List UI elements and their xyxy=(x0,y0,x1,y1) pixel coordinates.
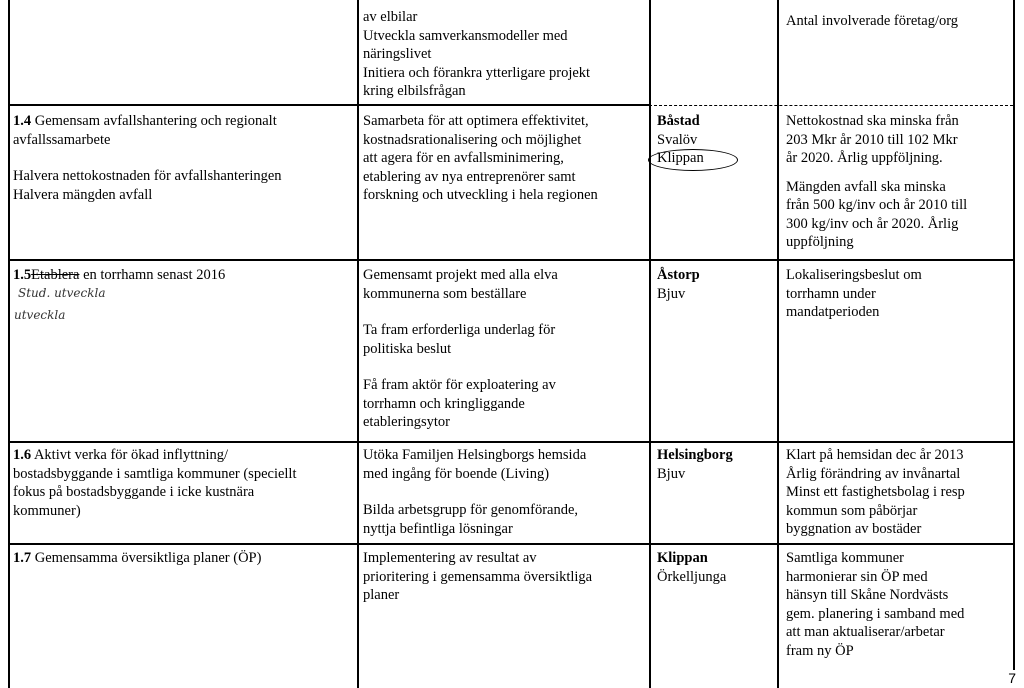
row-1-6-responsible: Helsingborg Bjuv xyxy=(657,447,733,482)
row-1-6-goal: 1.6 Aktivt verka för ökad inflyttning/ bostadsbyggande i samtliga kommuner (speciellt fokus på bostadsbyggande i icke kustnära kommuner) xyxy=(13,447,297,519)
handwritten-circle-mark xyxy=(648,149,738,171)
row-1-7-actions: Implementering av resultat av prioritering i gemensamma översiktliga planer xyxy=(363,550,593,603)
row-divider-2 xyxy=(8,259,1013,261)
row-1-4-actions: Samarbeta för att optimera effektivitet, kostnadsrationalisering och möjlighet att agera för en avfallsminimering, etablering av nya entreprenörer samt forskning och utveckling i hela regionen xyxy=(363,113,598,203)
row-1-5-indicator: Lokaliseringsbeslut om torrhamn under mandatperioden xyxy=(786,267,922,320)
row-divider-1c xyxy=(649,105,1013,106)
table-border-right xyxy=(1013,0,1015,670)
row-1-5-actions: Gemensamt projekt med alla elva kommunerna som beställare Ta fram erforderliga underlag för politiska beslut Få fram aktör för exploatering av torrhamn och kringliggande etableringsytor xyxy=(363,267,558,430)
handwritten-note-2: utveckla xyxy=(14,308,66,322)
row-1-7-indicator: Samtliga kommuner harmonierar sin ÖP med hänsyn till Skåne Nordvästs gem. planering i samband med att man aktualiserar/arbetar fram ny ÖP xyxy=(786,550,965,659)
row-1-4-indicator: Nettokostnad ska minska från 203 Mkr år 2010 till 102 Mkr år 2020. Årlig uppföljning. Mängden avfall ska minska från 500 kg/inv och år 2010 till 300 kg/inv och år 2020. Årlig uppföljning xyxy=(786,113,968,250)
row0-actions: av elbilar Utveckla samverkansmodeller med näringslivet Initiera och förankra ytterligare projekt kring elbilsfrågan xyxy=(363,9,591,99)
row-1-7-goal: 1.7 Gemensamma översiktliga planer (ÖP) xyxy=(13,550,262,566)
column-divider-2 xyxy=(649,0,651,688)
row-1-5-responsible: Åstorp Bjuv xyxy=(657,267,700,302)
row-1-4-responsible: Båstad Svalöv Klippan xyxy=(657,113,704,166)
row-divider-1b xyxy=(357,104,649,106)
row-1-6-indicator: Klart på hemsidan dec år 2013 Årlig förändring av invånartal Minst ett fastighetsbolag i resp kommun som påbörjar byggnation av bostäder xyxy=(786,447,965,537)
row-1-7-responsible: Klippan Örkelljunga xyxy=(657,550,727,585)
row0-indicator: Antal involverade företag/org xyxy=(786,13,959,29)
row-divider-4 xyxy=(8,543,1013,545)
handwritten-note-1: Stud. utveckla xyxy=(18,286,106,300)
column-divider-3 xyxy=(777,0,779,688)
row-1-4-goal: 1.4 Gemensam avfallshantering och regionalt avfallssamarbete Halvera nettokostnaden för avfallshanteringen Halvera mängden avfall xyxy=(13,113,282,203)
row-divider-3 xyxy=(8,441,1013,443)
row-divider-1 xyxy=(8,104,357,106)
row-1-5-goal: 1.5Etablera en torrhamn senast 2016 xyxy=(13,267,226,283)
page-number: 7 xyxy=(1008,670,1016,686)
row-1-6-actions: Utöka Familjen Helsingborgs hemsida med ingång för boende (Living) Bilda arbetsgrupp för genomförande, nyttja befintliga lösningar xyxy=(363,447,587,537)
